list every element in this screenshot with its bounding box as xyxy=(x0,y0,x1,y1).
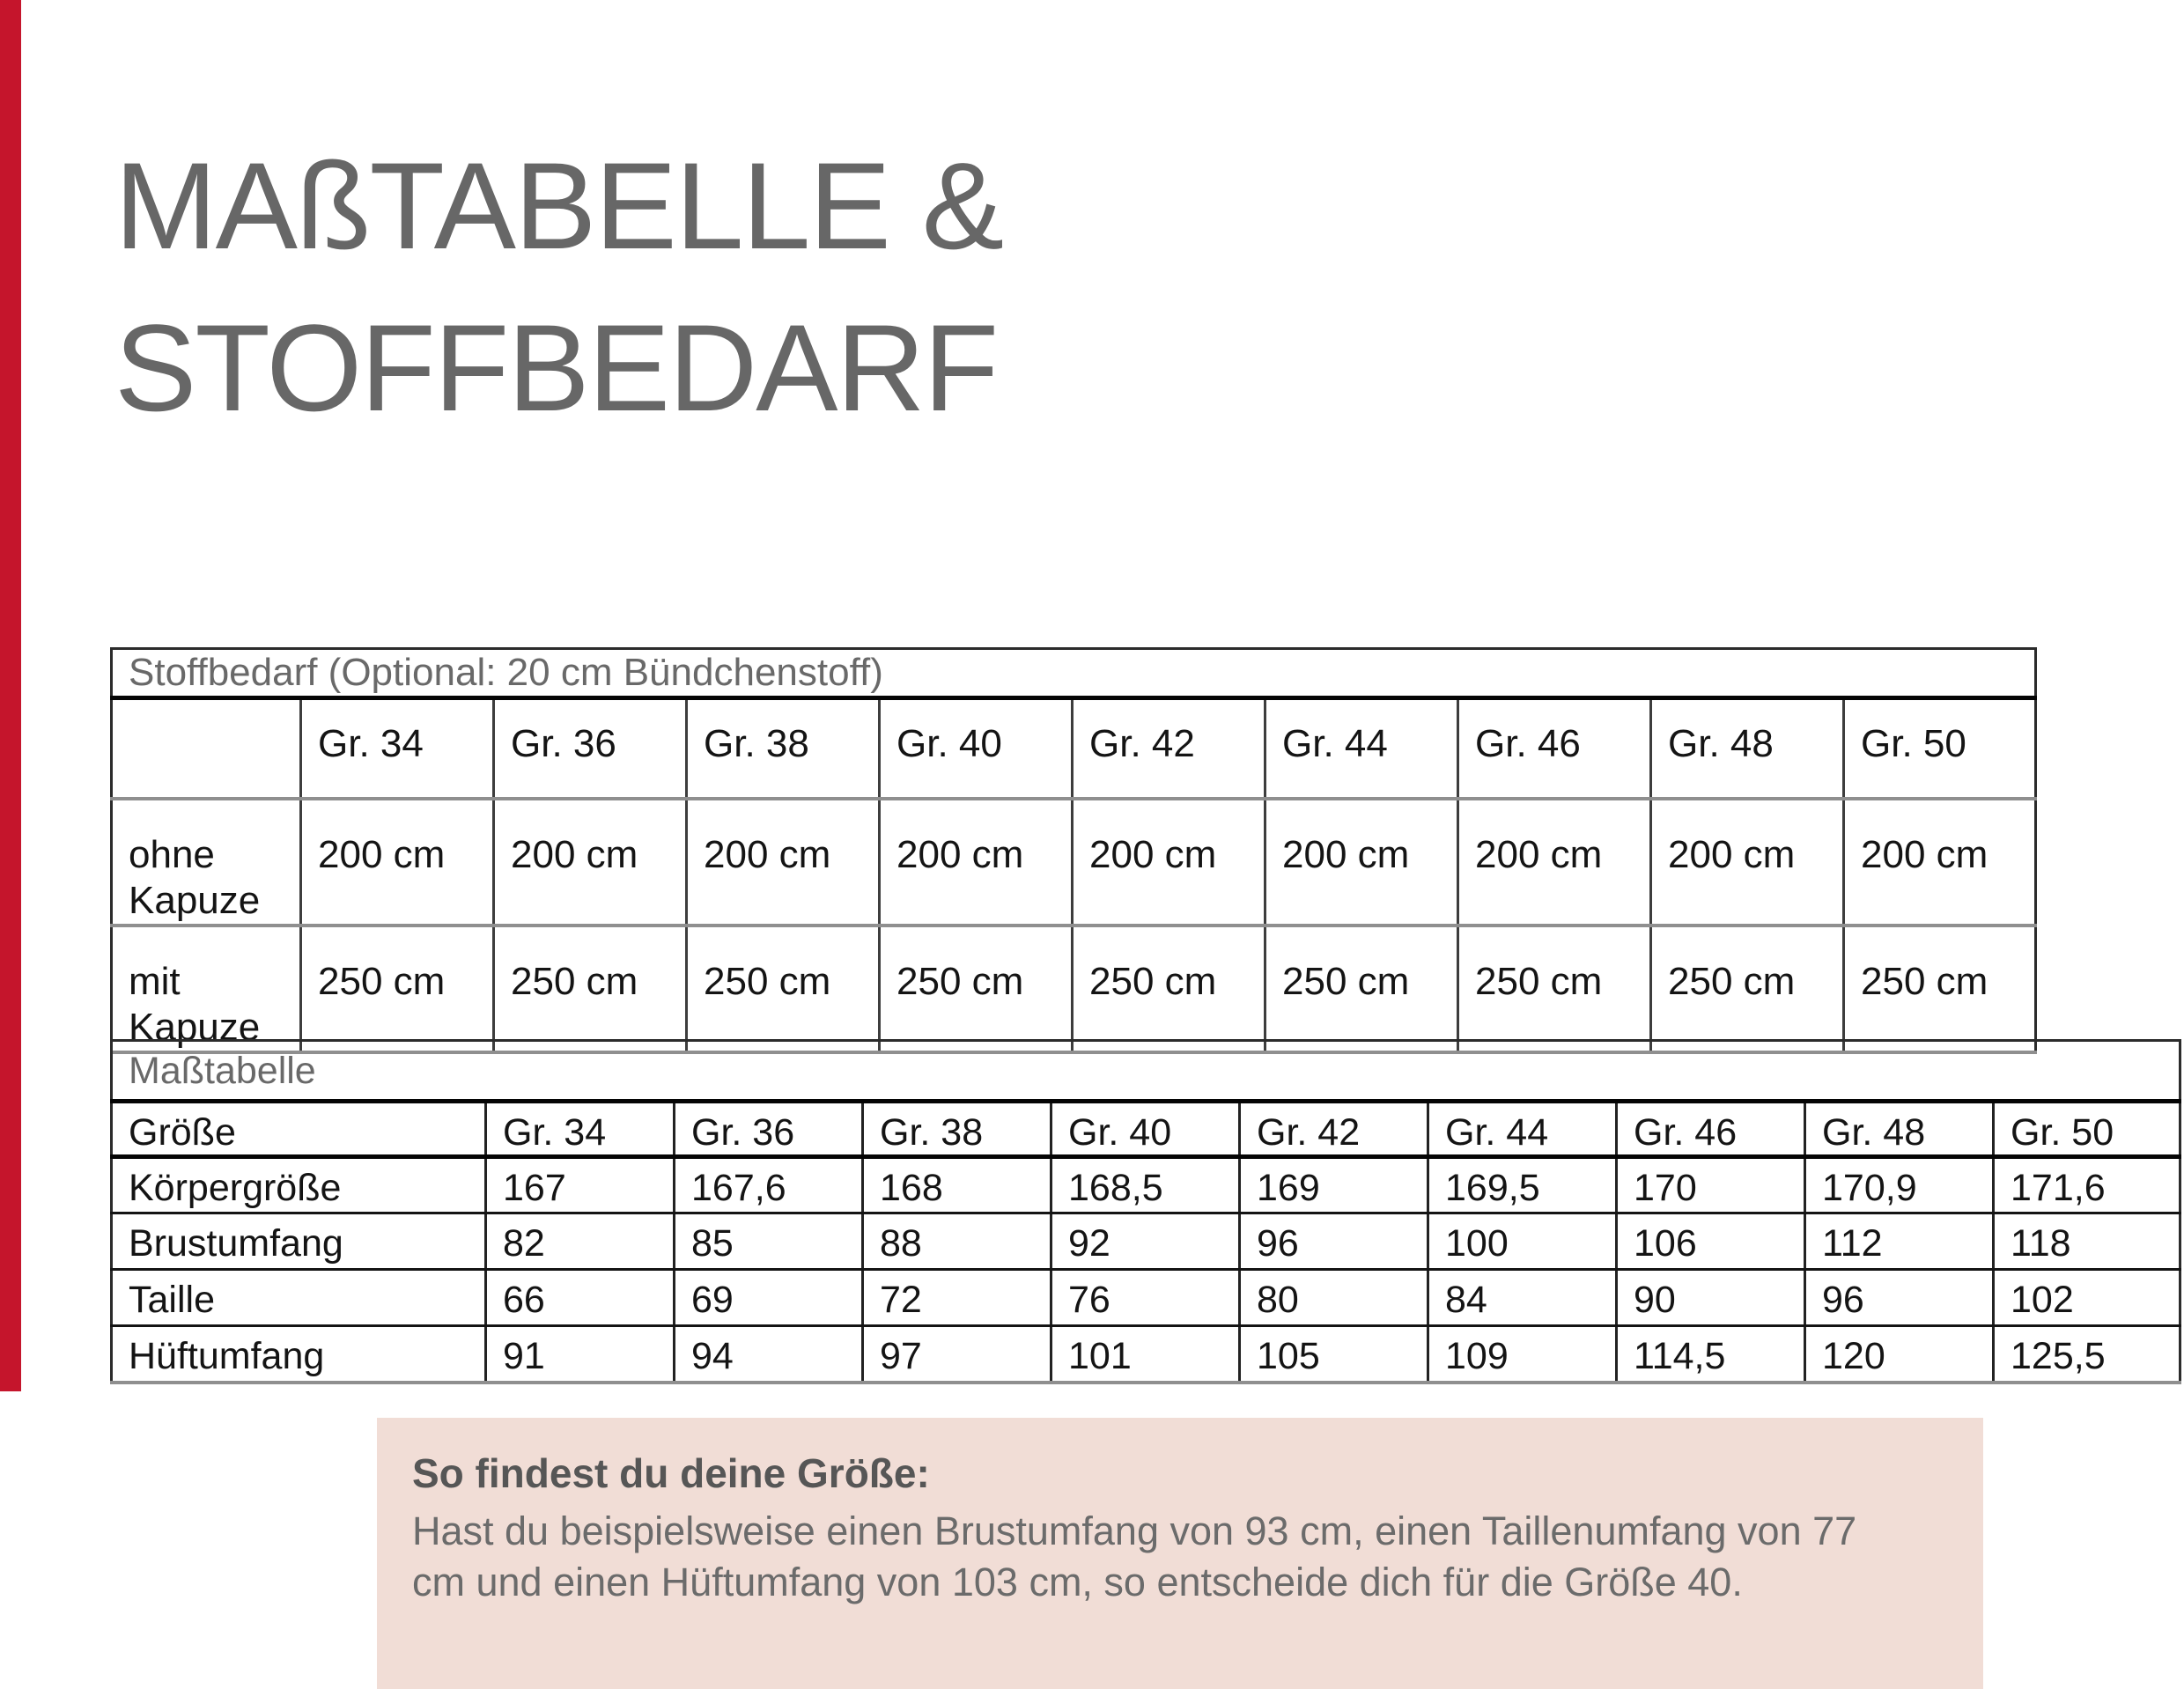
row-label: Größe xyxy=(112,1101,486,1157)
size-header: Gr. 50 xyxy=(1994,1101,2180,1157)
size-header: Gr. 46 xyxy=(1617,1101,1805,1157)
size-header: Gr. 40 xyxy=(880,697,1073,799)
size-header: Gr. 48 xyxy=(1651,697,1844,799)
measure-value: 82 xyxy=(486,1213,675,1270)
size-header: Gr. 50 xyxy=(1844,697,2036,799)
size-header: Gr. 42 xyxy=(1240,1101,1428,1157)
table-row xyxy=(112,799,2036,926)
measure-value: 106 xyxy=(1617,1213,1805,1270)
row-label: Taille xyxy=(112,1270,486,1326)
size-header: Gr. 42 xyxy=(1073,697,1265,799)
size-header: Gr. 40 xyxy=(1051,1101,1240,1157)
masstabelle-title: Maßtabelle xyxy=(112,1041,2180,1102)
masstabelle-title-row xyxy=(112,1041,2180,1102)
measure-value: 92 xyxy=(1051,1213,1240,1270)
fabric-value: 250 cm xyxy=(880,926,1073,1052)
table-row xyxy=(112,1213,2180,1270)
measure-value: 100 xyxy=(1428,1213,1617,1270)
fabric-value: 250 cm xyxy=(1073,926,1265,1052)
size-help-text-line1: Hast du beispielsweise einen Brustumfang von 93 cm, einen Taillenumfang von 77 xyxy=(412,1508,1857,1553)
fabric-value: 200 cm xyxy=(1073,799,1265,926)
left-accent-stripe xyxy=(0,0,21,1391)
stoffbedarf-table xyxy=(110,647,2037,1054)
measure-value: 105 xyxy=(1240,1326,1428,1383)
measure-value: 114,5 xyxy=(1617,1326,1805,1383)
measure-value: 76 xyxy=(1051,1270,1240,1326)
size-header: Gr. 38 xyxy=(687,697,880,799)
row-label: Hüftumfang xyxy=(129,1335,325,1378)
measure-value: 169 xyxy=(1240,1157,1428,1213)
measure-value: 109 xyxy=(1428,1326,1617,1383)
measure-value: 94 xyxy=(675,1326,863,1383)
fabric-value: 200 cm xyxy=(301,799,494,926)
measure-value: 102 xyxy=(1994,1270,2180,1326)
measure-value: 96 xyxy=(1805,1270,1994,1326)
table-row xyxy=(112,926,2036,1052)
fabric-value: 200 cm xyxy=(1651,799,1844,926)
size-help-box xyxy=(377,1418,1983,1689)
fabric-value: 250 cm xyxy=(1844,926,2036,1052)
measure-value: 69 xyxy=(675,1270,863,1326)
size-header: Gr. 34 xyxy=(301,697,494,799)
table-row xyxy=(112,1157,2180,1213)
measure-value: 167 xyxy=(486,1157,675,1213)
table-row xyxy=(112,1326,2180,1383)
measure-value: 167,6 xyxy=(675,1157,863,1213)
fabric-value: 250 cm xyxy=(301,926,494,1052)
size-help-text-line2: cm und einen Hüftumfang von 103 cm, so entscheide dich für die Größe 40. xyxy=(412,1560,1743,1604)
fabric-value: 250 cm xyxy=(687,926,880,1052)
fabric-value: 200 cm xyxy=(880,799,1073,926)
measure-value: 168 xyxy=(863,1157,1051,1213)
measure-value: 125,5 xyxy=(1994,1326,2180,1383)
row-label: mit Kapuze xyxy=(129,960,261,1050)
page-title-line1: MAßTABELLE & xyxy=(114,136,1003,275)
measure-value: 120 xyxy=(1805,1326,1994,1383)
fabric-value: 250 cm xyxy=(1458,926,1651,1052)
measure-value: 170 xyxy=(1617,1157,1805,1213)
size-header: Gr. 36 xyxy=(675,1101,863,1157)
measure-value: 88 xyxy=(863,1213,1051,1270)
size-header: Gr. 44 xyxy=(1265,697,1458,799)
size-header: Gr. 46 xyxy=(1458,697,1651,799)
measure-value: 169,5 xyxy=(1428,1157,1617,1213)
size-help-heading: So findest du deine Größe: xyxy=(412,1450,930,1496)
fabric-value: 200 cm xyxy=(494,799,687,926)
measure-value: 97 xyxy=(863,1326,1051,1383)
empty-corner-cell xyxy=(112,697,301,799)
fabric-value: 200 cm xyxy=(1844,799,2036,926)
fabric-value: 250 cm xyxy=(1265,926,1458,1052)
measure-value: 101 xyxy=(1051,1326,1240,1383)
fabric-value: 250 cm xyxy=(1651,926,1844,1052)
measure-value: 91 xyxy=(486,1326,675,1383)
measure-value: 171,6 xyxy=(1994,1157,2180,1213)
fabric-value: 250 cm xyxy=(494,926,687,1052)
size-header: Gr. 48 xyxy=(1805,1101,1994,1157)
row-label: Körpergröße xyxy=(112,1157,486,1213)
measure-value: 72 xyxy=(863,1270,1051,1326)
measure-value: 85 xyxy=(675,1213,863,1270)
measure-value: 84 xyxy=(1428,1270,1617,1326)
fabric-value: 200 cm xyxy=(1265,799,1458,926)
measure-value: 96 xyxy=(1240,1213,1428,1270)
size-header: Gr. 36 xyxy=(494,697,687,799)
fabric-value: 200 cm xyxy=(1458,799,1651,926)
size-header: Gr. 34 xyxy=(486,1101,675,1157)
size-header: Gr. 38 xyxy=(863,1101,1051,1157)
measure-value: 80 xyxy=(1240,1270,1428,1326)
fabric-value: 200 cm xyxy=(687,799,880,926)
stoffbedarf-title: Stoffbedarf (Optional: 20 cm Bündchenstoff) xyxy=(112,649,2036,698)
measure-value: 118 xyxy=(1994,1213,2180,1270)
row-label: ohne Kapuze xyxy=(112,799,301,926)
masstabelle-size-header-row xyxy=(112,1101,2180,1157)
masstabelle-table xyxy=(110,1039,2181,1384)
stoffbedarf-title-row xyxy=(112,649,2036,698)
measure-value: 66 xyxy=(486,1270,675,1326)
size-header: Gr. 44 xyxy=(1428,1101,1617,1157)
measure-value: 112 xyxy=(1805,1213,1994,1270)
measure-value: 170,9 xyxy=(1805,1157,1994,1213)
stoffbedarf-size-header-row xyxy=(112,697,2036,799)
table-row xyxy=(112,1270,2180,1326)
row-label: Brustumfang xyxy=(112,1213,486,1270)
measure-value: 168,5 xyxy=(1051,1157,1240,1213)
page-title-line2: STOFFBEDARF xyxy=(114,299,998,437)
measure-value: 90 xyxy=(1617,1270,1805,1326)
